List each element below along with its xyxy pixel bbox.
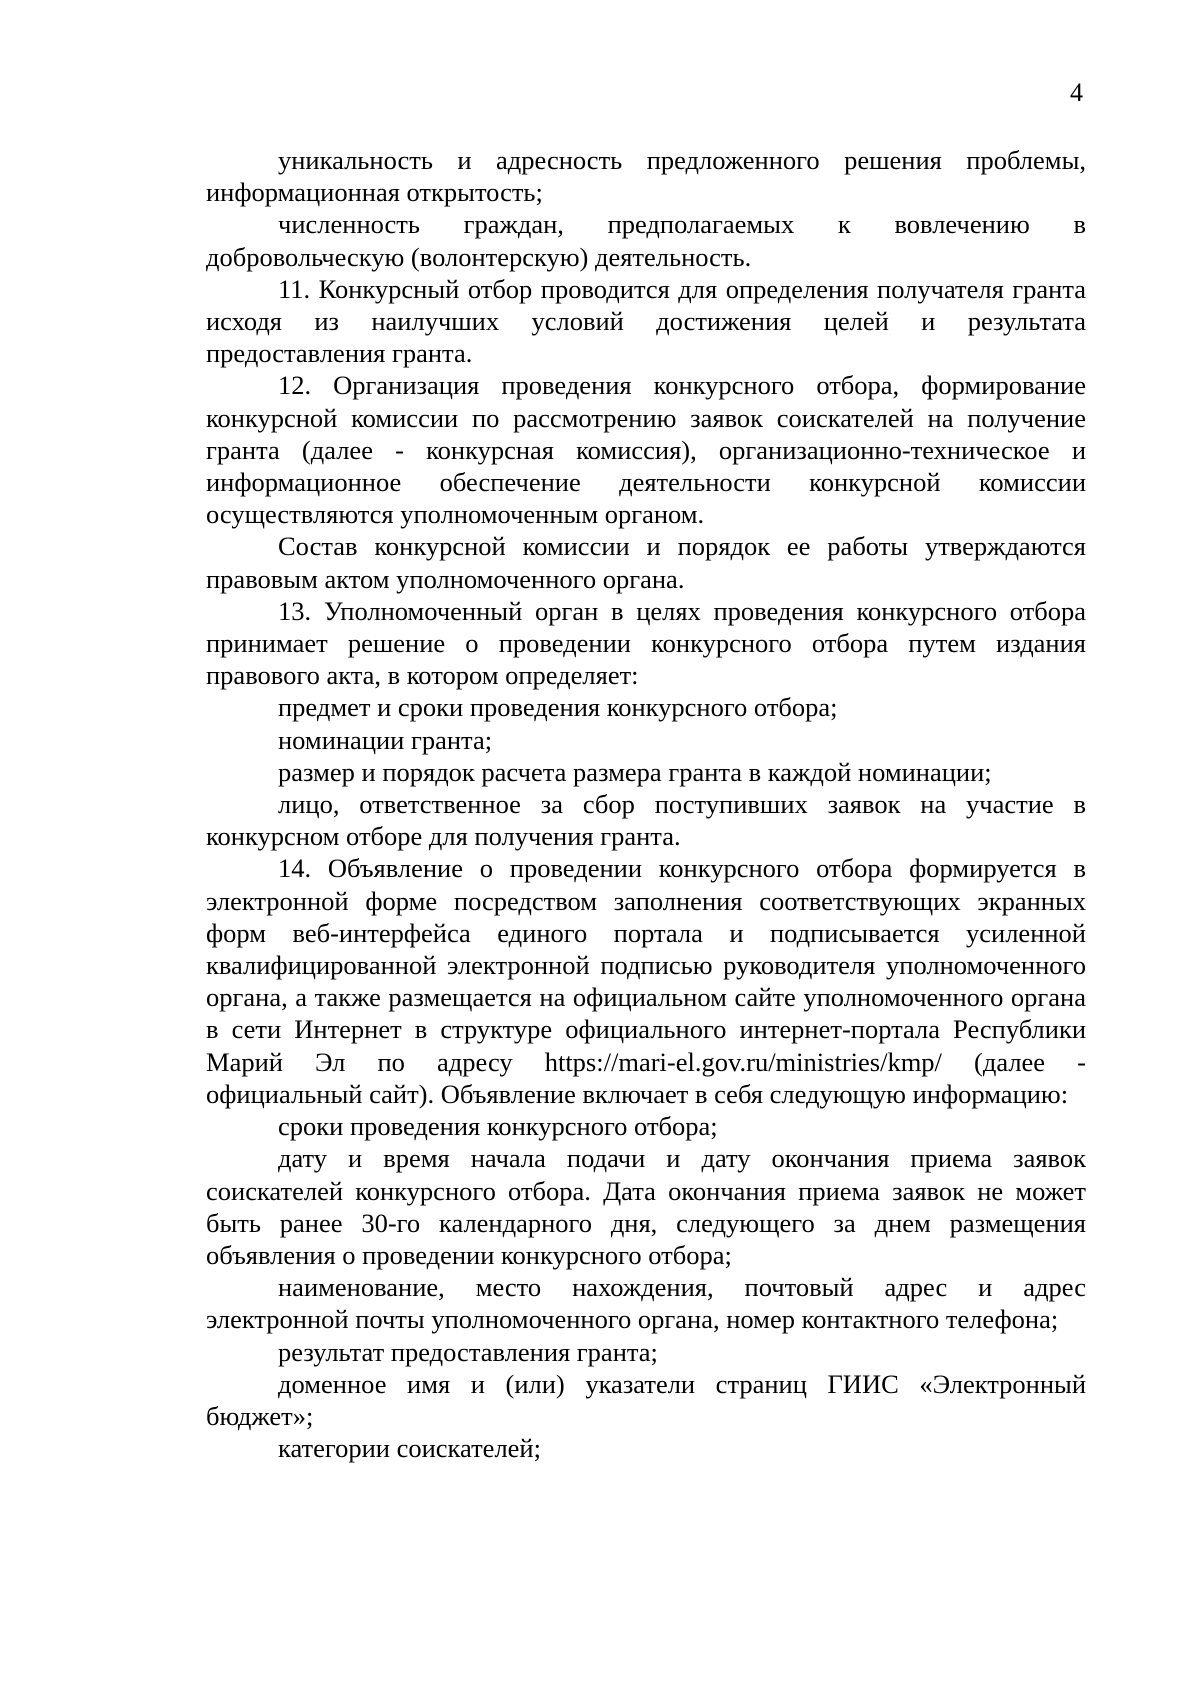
paragraph: результат предоставления гранта; xyxy=(278,1336,658,1367)
paragraph: 12. Организация проведения конкурсного отбора, формирование конкурсной комиссии по рассмотрению заявок соискателей на получение гранта (далее - конкурсная комиссия), организационно-техническое и информационное обеспечение деятельности конкурсной комиссии осуществляются уполномоченным органом. xyxy=(206,370,1086,530)
paragraph: наименование, место нахождения, почтовый адрес и адрес электронной почты уполномоченного органа, номер контактного телефона; xyxy=(206,1272,1086,1335)
paragraph: численность граждан, предполагаемых к вовлечению в добровольческую (волонтерскую) деятельность. xyxy=(206,209,1086,272)
paragraph: сроки проведения конкурсного отбора; xyxy=(278,1111,718,1142)
paragraph: 13. Уполномоченный орган в целях проведения конкурсного отбора принимает решение о проведении конкурсного отбора путем издания правового акта, в котором определяет: xyxy=(206,595,1086,691)
page-number: 4 xyxy=(1070,78,1083,107)
paragraph: дату и время начала подачи и дату окончания приема заявок соискателей конкурсного отбора. Дата окончания приема заявок не может быть ранее 30-го календарного дня, следующего за днем размещения объявления о проведении конкурсного отбора; xyxy=(206,1143,1086,1270)
document-body xyxy=(206,144,1086,1464)
paragraph: номинации гранта; xyxy=(278,724,493,755)
paragraph: 14. Объявление о проведении конкурсного отбора формируется в электронной форме посредством заполнения соответствующих экранных форм веб-интерфейса единого портала и подписывается усиленной квалифицированной электронной подписью руководителя уполномоченного органа, а также размещается на официальном сайте уполномоченного органа в сети Интернет в структуре официального интернет-портала Республики Марий Эл по адресу https://mari-el.gov.ru/ministries/kmp/ (далее - официальный сайт). Объявление включает в себя следующую информацию: xyxy=(206,853,1086,1109)
paragraph: предмет и сроки проведения конкурсного отбора; xyxy=(278,692,838,723)
paragraph: лицо, ответственное за сбор поступивших заявок на участие в конкурсном отборе для получения гранта. xyxy=(206,789,1086,852)
paragraph: 11. Конкурсный отбор проводится для определения получателя гранта исходя из наилучших условий достижения целей и результата предоставления гранта. xyxy=(206,273,1086,369)
paragraph: уникальность и адресность предложенного решения проблемы, информационная открытость; xyxy=(206,145,1086,208)
paragraph: Состав конкурсной комиссии и порядок ее работы утверждаются правовым актом уполномоченного органа. xyxy=(206,531,1086,594)
paragraph: доменное имя и (или) указатели страниц ГИИС «Электронный бюджет»; xyxy=(206,1368,1086,1431)
paragraph: размер и порядок расчета размера гранта в каждой номинации; xyxy=(278,756,992,787)
paragraph: категории соискателей; xyxy=(278,1433,541,1464)
